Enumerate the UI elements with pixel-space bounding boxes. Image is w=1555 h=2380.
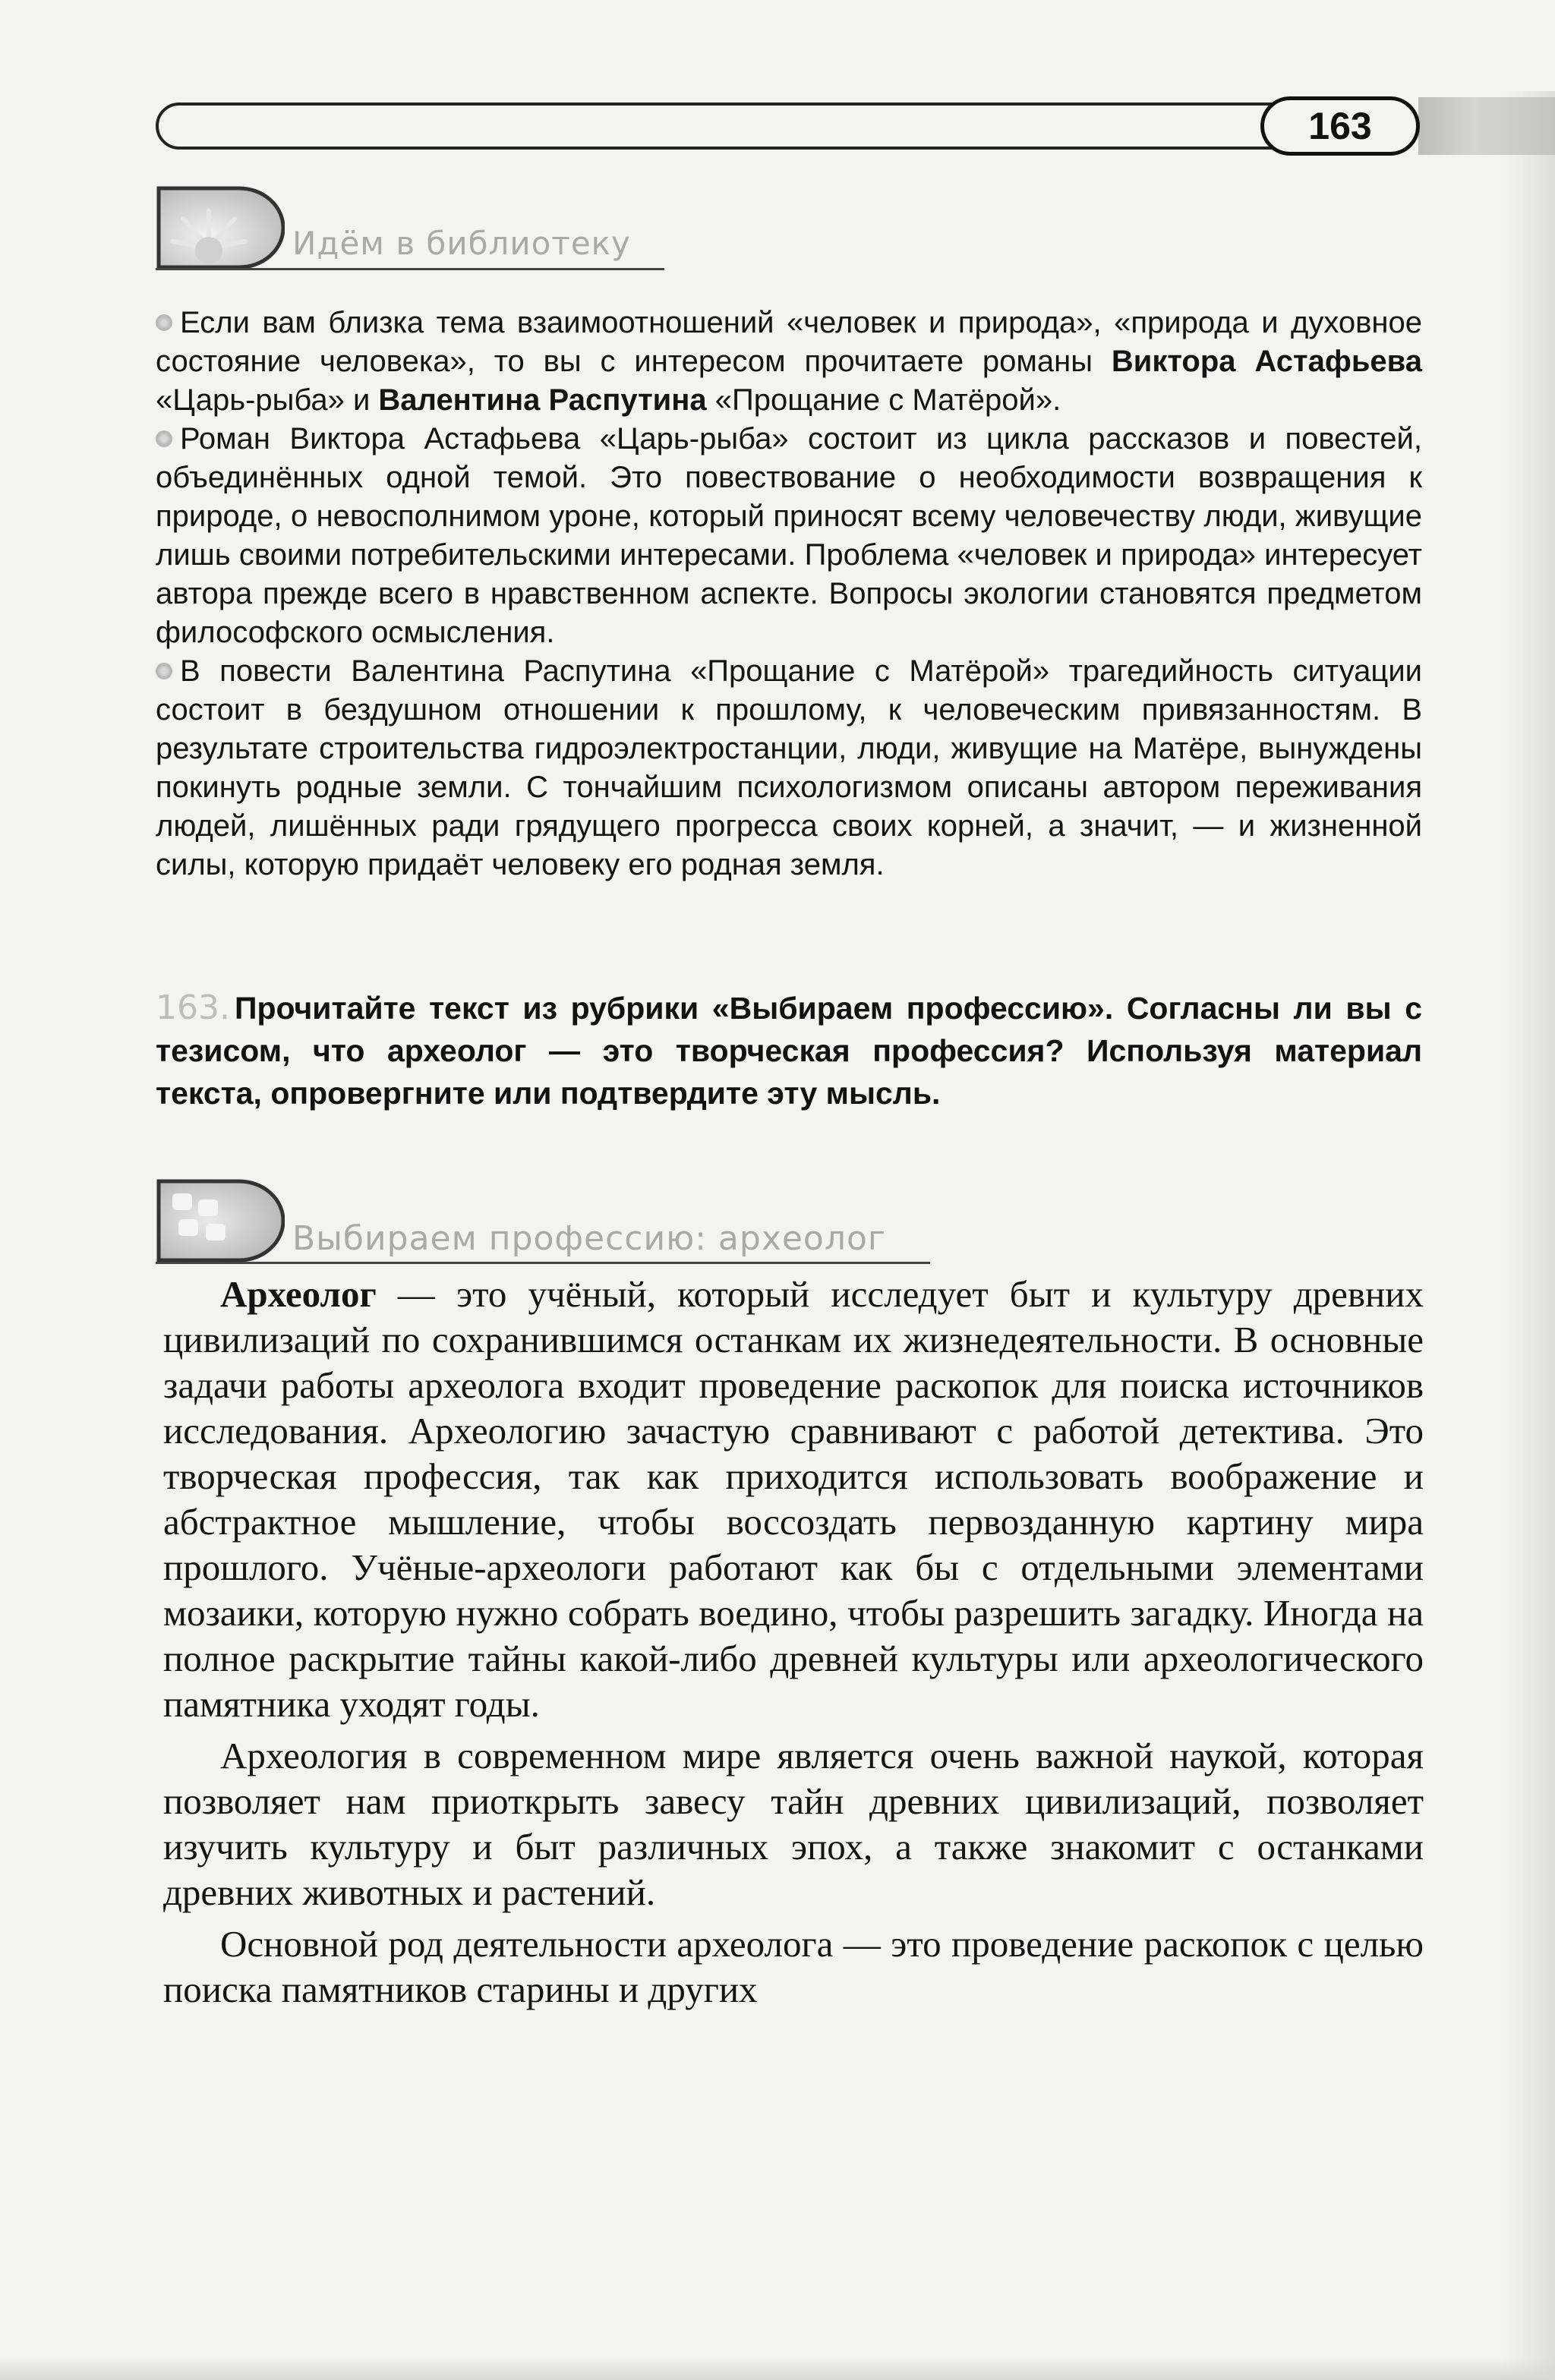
profession-rubric: [156, 1177, 991, 1260]
profession-rubric-underline: [156, 1262, 930, 1264]
bullet-icon: [156, 314, 172, 331]
puzzle-badge-icon: [156, 1177, 285, 1268]
task-163: [156, 987, 1422, 1114]
library-rubric: [156, 181, 991, 264]
header-bar: [156, 102, 1416, 150]
task-text: Прочитайте текст из рубрики «Выбираем профессию». Согласны ли вы с тезисом, что археолог — это творческая профессия? Используя материал текста, опровергните или подтвердите эту мысль.: [156, 991, 1422, 1111]
scan-edge-shadow: [1502, 91, 1555, 2380]
library-rubric-title: Идём в библиотеку: [292, 225, 631, 262]
library-paragraph-2: Роман Виктора Астафьева «Царь-рыба» состоит из цикла рассказов и повестей, объединённых одной темой. Это повествование о необходимости возвращения к природе, о невосполнимом уроне, который приносят всему человечеству люди, живущие лишь своими потребительскими интересами. Проблема «человек и природа» интересует автора прежде всего в нравственном аспекте. Вопросы экологии становятся предметом философского осмысления.: [156, 422, 1422, 649]
bullet-icon: [156, 663, 172, 679]
profession-paragraph-2: Археология в современном мире является очень важной наукой, которая позволяет нам приоткрыть завесу тайн древних цивилизаций, позволяет изучить культуру и быт различных эпох, а также знакомит с останками древних животных и растений.: [163, 1735, 1424, 1913]
scan-bottom-shadow: [0, 2357, 1555, 2380]
profession-paragraph-3: Основной род деятельности археолога — это проведение раскопок с целью поиска памятников старины и других: [163, 1923, 1424, 2010]
library-text: [156, 304, 1422, 884]
library-paragraph-3: В повести Валентина Распутина «Прощание с Матёрой» трагедийность ситуации состоит в бездушном отношении к прошлому, к человеческим привязанностям. В результате строительства гидроэлектростанции, люди, живущие на Матёре, вынуждены покинуть родные земли. С тончайшим психологизмом описаны автором переживания людей, лишённых ради грядущего прогресса своих корней, а значит, — и жизненной силы, которую придаёт человеку его родная земля.: [156, 654, 1422, 881]
page-number: 163: [1260, 96, 1420, 156]
task-number: 163.: [156, 988, 230, 1027]
library-paragraph-1: Если вам близка тема взаимоотношений «человек и природа», «природа и духовное состояние человека», то вы с интересом прочитаете романы Виктора Астафьева «Царь-рыба» и Валентина Распутина «Прощание с Матёрой».: [156, 306, 1422, 417]
library-rubric-underline: [156, 268, 664, 270]
bullet-icon: [156, 430, 172, 447]
profession-rubric-title: Выбираем профессию: археолог: [292, 1219, 887, 1258]
profession-paragraph-1: Археолог — это учёный, который исследует быт и культуру древних цивилизаций по сохранившимся останкам их жизнедеятельности. В основные задачи работы археолога входит проведение раскопок для поиска источников исследования. Археологию зачастую сравнивают с работой детектива. Это творческая профессия, так как приходится использовать воображение и абстрактное мышление, чтобы воссоздать первозданную картину мира прошлого. Учёные-археологи работают как бы с отдельными элементами мозаики, которую нужно собрать воедино, чтобы разрешить загадку. Иногда на полное раскрытие тайны какой-либо древней культуры или археологического памятника уходят годы.: [163, 1273, 1424, 1725]
sun-badge-icon: [156, 181, 285, 272]
header-tail: [1418, 97, 1555, 155]
profession-text: [163, 1272, 1424, 2019]
